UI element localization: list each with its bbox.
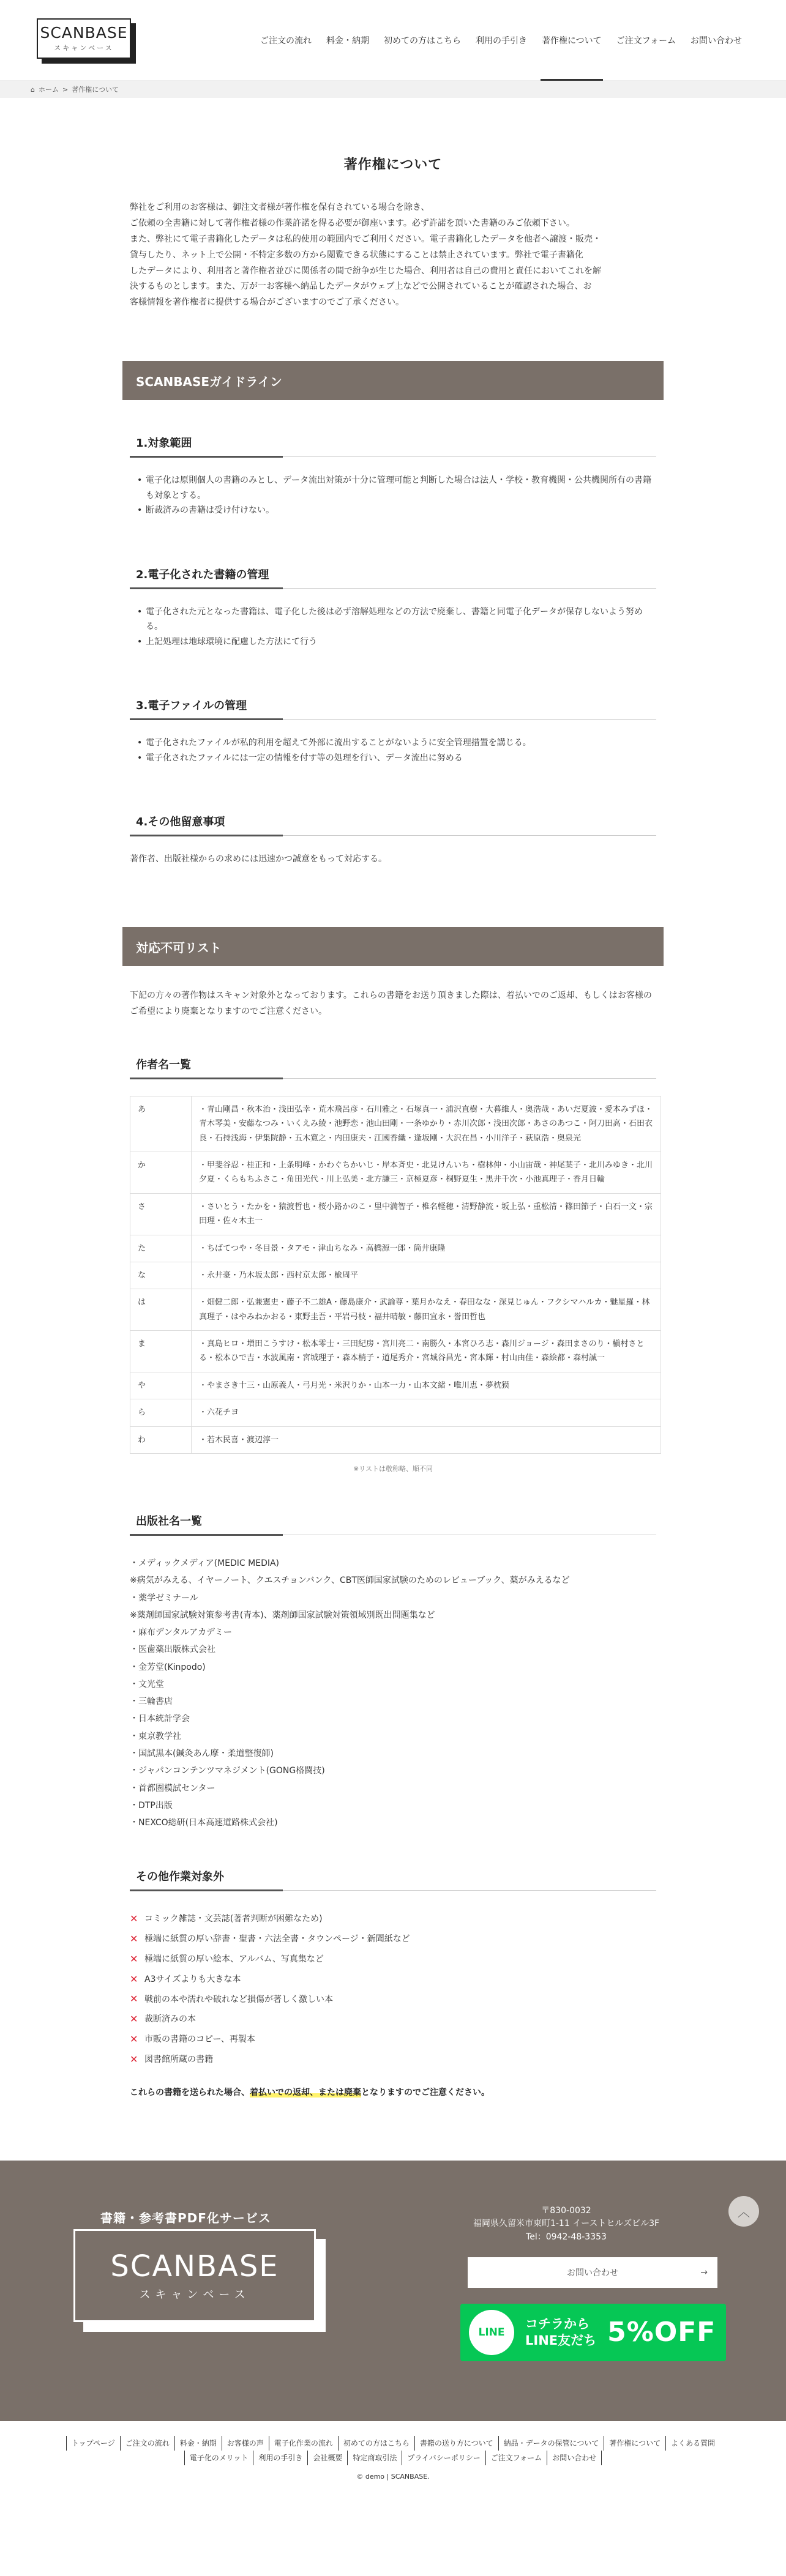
arrow-right-icon: →	[700, 2267, 708, 2277]
section-title: その他作業対象外	[136, 1871, 224, 1884]
authors-section	[122, 1056, 664, 1473]
table-row: さ ・さいとう・たかを・猿渡哲也・桜小路かのこ・里中満智子・椎名軽穂・清野静流・坂上弘・重松清・篠田節子・白石一文・宗田理・佐々木主一	[130, 1193, 661, 1235]
list-item: ※病気がみえる、イヤーノート、クエスチョンバンク、CBT医師国家試験のためのレビューブック、薬がみえるなど	[130, 1576, 570, 1586]
footer-link[interactable]: 電子化作業の流れ	[269, 2436, 338, 2451]
list-item: ✕ 戦前の本や濡れや破れなど損傷が著しく激しい本	[130, 1989, 656, 2009]
nav-guide[interactable]: 利用の手引き	[475, 35, 527, 46]
page-top-button[interactable]	[728, 2196, 759, 2227]
list-item: ✕ コミック雑誌・文芸誌(著者判断が困難なため)	[130, 1909, 656, 1929]
list-item: ・ジャパンコンテンツマネジメント(GONG格闘技)	[130, 1766, 325, 1776]
footer-link[interactable]: お客様の声	[222, 2436, 269, 2451]
footer-link[interactable]: 会社概要	[307, 2451, 347, 2465]
list-item: ✕ 極端に紙質の厚い辞書・聖書・六法全書・タウンページ・新聞紙など	[130, 1929, 656, 1949]
authors-note: ※リストは敬称略、順不同	[353, 1465, 433, 1473]
guideline-section-4	[122, 813, 664, 867]
nav-beginners[interactable]: 初めての方はこちら	[383, 35, 461, 46]
table-row: た ・ちばてつや・冬目景・タアモ・津山ちなみ・高橋源一郎・筒井康隆	[130, 1235, 661, 1262]
ng-intro: 下記の方々の著作物はスキャン対象外となっております。これらの書籍をお送り頂きました際は、着払いでのご返却、もしくはお客様のご希望により廃棄となりますのでご注意ください。	[130, 991, 652, 1016]
nav-order-flow[interactable]: ご注文の流れ	[260, 35, 312, 46]
intro-text: 弊社をご利用のお客様は、御注文者様が著作権を保有されている場合を除き、 ご依頼の全書籍に対して著作権者様の作業許諾を得る必要が御座います。必ず許諾を頂いた書籍のみご依頼下さい。 また、弊社にて電子書籍化したデータは私的使用の範囲内でご利用ください。電子書籍化したデータを他者へ譲渡・販売・ 貸与したり、ネット上で公開・不特定多数の方から閲覧できる状態にすることは禁止されています。弊社で電子書籍化 したデータにより、利用者と著作権者並びに関係者の間で紛争が生じた場合、利用者は自己の費用と責任においてこれを解 決するものとします。また、万が一お客様へ納品したデータがウェブ上などで公開されていることが確認された場合、お 客様情報を著作権者に提供する場合がございますのでご了承ください。	[130, 203, 601, 308]
list-item: ・国試黒本(鍼灸あん摩・柔道整復師)	[130, 1748, 274, 1759]
footer-link[interactable]: 特定商取引法	[347, 2451, 402, 2465]
copyright: © demo | SCANBASE.	[356, 2472, 430, 2481]
table-row: か ・甲斐谷忍・桂正和・上条明峰・かわぐちかいじ・岸本斉史・北見けんいち・樹林伸・小山宙哉・神尾葉子・北川みゆき・北川夕夏・くらもちふさこ・角田光代・川上弘美・北方謙三・京極夏彦・桐野夏生・黒井千次・小池真理子・香月日輪	[130, 1152, 661, 1193]
list-item: • 電子化されたファイルが私的利用を超えて外部に流出することがないように安全管理措置を講じる。	[135, 735, 656, 751]
logo-subtext: スキャンベース	[54, 44, 114, 52]
ng-list-heading: 対応不可リスト	[122, 927, 664, 966]
footer-contact-button[interactable]: お問い合わせ →	[468, 2257, 717, 2288]
list-item: ✕ A3サイズよりも大きな本	[130, 1970, 656, 1990]
footer-link[interactable]: トップページ	[66, 2436, 120, 2451]
list-item: ・麻布デンタルアカデミー	[130, 1628, 233, 1638]
site-header	[0, 0, 786, 81]
cross-icon: ✕	[130, 1952, 138, 1965]
footer-link[interactable]: ご注文フォーム	[485, 2451, 547, 2465]
home-icon: ⌂	[31, 85, 35, 94]
footer-tel[interactable]: Tel：0942-48-3353	[526, 2232, 607, 2243]
breadcrumb-home[interactable]: ホーム	[38, 86, 59, 94]
list-item: ・首都圏模試センター	[130, 1783, 215, 1793]
footer-link[interactable]: 書籍の送り方について	[414, 2436, 498, 2451]
list-item: • 電子化された元となった書籍は、電子化した後は必ず溶解処理などの方法で廃棄し、書籍と同電子化データが保存しないよう努める。	[135, 605, 656, 635]
table-row: や ・やまさき十三・山原義人・弓月光・米沢りか・山本一力・山本文緒・唯川恵・夢枕獏	[130, 1372, 661, 1399]
table-row: ま ・真島ヒロ・増田こうすけ・松本零士・三田紀房・宮川亮二・南勝久・本宮ひろ志・森川ジョージ・森田まさのり・槇村さとる・松本ひで吉・水波風南・宮城理子・森本梢子・道尾秀介・宮城谷昌光・宮本輝・村山由佳・森絵都・森村誠一	[130, 1331, 661, 1372]
global-nav	[253, 0, 749, 81]
footer-link[interactable]: ご注文の流れ	[120, 2436, 174, 2451]
section-title: 3.電子ファイルの管理	[136, 699, 247, 713]
list-item: • 上記処理は地球環境に配慮した方法にて行う	[135, 635, 656, 650]
cross-icon: ✕	[130, 2033, 138, 2046]
logo-text: SCANBASE	[40, 24, 128, 42]
footer-bottom	[0, 2421, 786, 2495]
breadcrumb	[0, 81, 786, 98]
table-row: あ ・青山剛昌・秋本治・浅田弘幸・荒木飛呂彦・石川雅之・石塚真一・浦沢直樹・大暮維人・奥浩哉・あいだ夏波・愛本みずほ・青木琴美・安藤なつみ・いくえみ綾・池野恋・池山田剛・一条ゆかり・赤川次郎・浅田次郎・あさのあつこ・阿刀田高・石田衣良・石持浅海・伊集院静・五木寛之・内田康夫・江國香織・逢坂剛・大沢在昌・小川洋子・荻原浩・奥泉光	[130, 1096, 661, 1152]
ng-final-note: これらの書籍を送られた場合、着払いでの返却、または廃棄となりますのでご注意ください。	[130, 2087, 490, 2098]
list-item: • 電子化されたファイルには一定の情報を付す等の処理を行い、データ流出に努める	[135, 751, 656, 766]
list-item: • 断裁済みの書籍は受け付けない。	[135, 503, 656, 518]
highlight-text: 着払いでの返却、または廃棄	[250, 2087, 361, 2098]
nav-contact[interactable]: お問い合わせ	[691, 35, 742, 46]
chevron-up-icon: ︿	[738, 2205, 750, 2220]
line-discount: 5%OFF	[607, 2317, 716, 2348]
publishers-list	[130, 1555, 656, 1831]
footer-links	[37, 2436, 749, 2465]
publishers-section	[122, 1513, 664, 1831]
guideline-section-1	[122, 434, 664, 518]
list-item: ・日本統計学会	[130, 1714, 190, 1724]
list-item: ✕ 極端に紙質の厚い絵本、アルバム、写真集など	[130, 1949, 656, 1970]
footer-link[interactable]: 電子化のメリット	[184, 2451, 253, 2465]
cross-icon: ✕	[130, 1933, 138, 1945]
list-item: ・金芳堂(Kinpodo)	[130, 1662, 206, 1672]
list-item: ・薬学ゼミナール	[130, 1593, 198, 1603]
table-row: は ・畑健二郎・弘兼憲史・藤子不二雄A・藤島康介・武論尊・葉月かなえ・春田なな・深見じゅん・フクシマハルカ・魅星羅・林真理子・はやみねかおる・東野圭吾・平岩弓枝・福井晴敏・藤田宜永・誉田哲也	[130, 1289, 661, 1331]
section-title: 出版社名一覧	[136, 1515, 202, 1528]
list-item: ✕ 図書館所蔵の書籍	[130, 2050, 656, 2070]
list-item: ・東京教学社	[130, 1731, 181, 1741]
list-item: ・医歯薬出版株式会社	[130, 1645, 215, 1655]
guideline-section-2	[122, 566, 664, 650]
list-item: ・DTP出版	[130, 1800, 173, 1811]
footer-link[interactable]: 料金・納期	[174, 2436, 222, 2451]
section-title: 4.その他留意事項	[136, 816, 225, 829]
footer-subtitle: 書籍・参考書PDF化サービス	[100, 2210, 271, 2225]
table-row: わ ・若木民喜・渡辺淳一	[130, 1426, 661, 1453]
list-item: • 電子化は原則個人の書籍のみとし、データ流出対策が十分に管理可能と判断した場合は法人・学校・教育機関・公共機関所有の書籍も対象とする。	[135, 473, 656, 503]
list-item: ・NEXCO総研(日本高速道路株式会社)	[130, 1818, 278, 1828]
list-item: ・三輪書店	[130, 1697, 173, 1707]
footer-link[interactable]: 初めての方はこちら	[338, 2436, 414, 2451]
cross-icon: ✕	[130, 1973, 138, 1985]
footer-link[interactable]: 利用の手引き	[253, 2451, 307, 2465]
footer-link[interactable]: よくある質問	[665, 2436, 720, 2451]
section-text: 著作者、出版社様からの求めには迅速かつ誠意をもって対応する。	[130, 854, 387, 865]
other-list	[130, 1909, 656, 2069]
nav-order-form[interactable]: ご注文フォーム	[616, 35, 676, 46]
site-logo[interactable]	[37, 18, 135, 62]
list-item: ※薬剤師国家試験対策参考書(青本)、薬剤師国家試験対策領域別既出問題集など	[130, 1610, 435, 1620]
footer-link[interactable]: お問い合わせ	[547, 2451, 602, 2465]
breadcrumb-current: 著作権について	[72, 86, 119, 94]
nav-copyright[interactable]: 著作権について	[534, 0, 609, 81]
cross-icon: ✕	[130, 2013, 138, 2025]
table-row: ら ・六花チヨ	[130, 1399, 661, 1426]
list-item: ✕ 裁断済みの本	[130, 2009, 656, 2030]
cross-icon: ✕	[130, 2053, 138, 2065]
cross-icon: ✕	[130, 1993, 138, 2005]
footer-address: 〒830-0032 福岡県久留米市東町1-11 イーストヒルズビル3F Tel：0942-48-3353	[465, 2205, 667, 2244]
list-item: ✕ 市販の書籍のコピー、再製本	[130, 2030, 656, 2050]
breadcrumb-separator: >	[62, 85, 69, 94]
page-title: 著作権について	[343, 157, 443, 173]
authors-table	[130, 1096, 661, 1454]
section-title: 1.対象範囲	[136, 437, 192, 450]
nav-price[interactable]: 料金・納期	[326, 35, 369, 46]
site-footer	[0, 2161, 786, 2421]
guideline-section-3	[122, 697, 664, 765]
line-banner[interactable]: LINE コチラから LINE友だち 5%OFF	[460, 2304, 726, 2361]
list-item: ・メディックメディア(MEDIC MEDIA)	[130, 1558, 280, 1569]
footer-logo[interactable]: SCANBASE スキャンベース	[73, 2229, 316, 2322]
list-item: ・文光堂	[130, 1679, 164, 1689]
footer-link[interactable]: 著作権について	[604, 2436, 665, 2451]
section-title: 作者名一覧	[136, 1058, 191, 1071]
footer-link[interactable]: プライバシーポリシー	[402, 2451, 485, 2465]
main-content	[122, 154, 664, 2098]
table-row: な ・永井豪・乃木坂太郎・西村京太郎・楡周平	[130, 1262, 661, 1289]
guideline-heading: SCANBASEガイドライン	[122, 361, 664, 400]
section-title: 2.電子化された書籍の管理	[136, 568, 269, 581]
footer-link[interactable]: 納品・データの保管について	[498, 2436, 604, 2451]
line-icon: LINE	[469, 2310, 514, 2355]
other-section	[122, 1868, 664, 2098]
cross-icon: ✕	[130, 1913, 138, 1925]
